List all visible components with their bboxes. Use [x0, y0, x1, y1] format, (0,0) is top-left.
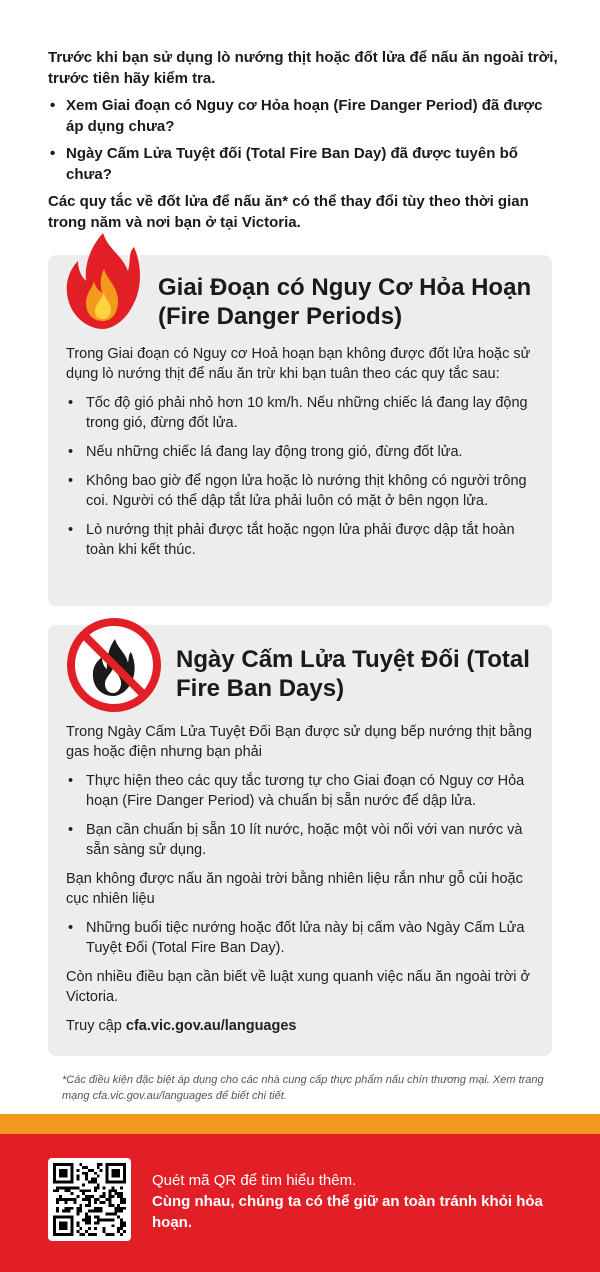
total-fire-ban-heading: Ngày Cấm Lửa Tuyệt Đối (Total Fire Ban Days): [176, 646, 530, 702]
accent-stripe: [0, 1114, 600, 1134]
visit-label: Truy cập: [66, 1018, 122, 1034]
fire-danger-rules: [66, 393, 536, 560]
intro-bullet: • Ngày Cấm Lửa Tuyệt đối (Total Fire Ban Day) đã được tuyên bố chưa?: [48, 143, 560, 185]
footer-tagline: Cùng nhau, chúng ta có thể giữ an toàn tránh khỏi hỏa hoạn.: [152, 1193, 543, 1231]
total-fire-ban-rules: [66, 771, 536, 860]
no-fire-icon: [66, 617, 162, 713]
list-item: • Bạn cần chuẩn bị sẵn 10 lít nước, hoặc một vòi nối với van nước và sẵn sàng sử dụng.: [66, 820, 536, 860]
intro-section: [48, 47, 560, 239]
fire-danger-heading: Giai Đoạn có Nguy Cơ Hỏa Hoạn (Fire Danger Periods): [158, 274, 532, 330]
list-item: • Những buổi tiệc nướng hoặc đốt lửa này bị cấm vào Ngày Cấm Lửa Tuyệt Đối (Total Fire Ban Day).: [66, 918, 536, 958]
flame-icon: [64, 231, 142, 331]
qr-code-icon: [53, 1163, 126, 1236]
list-item: • Thực hiện theo các quy tắc tương tự cho Giai đoạn có Nguy cơ Hỏa hoạn (Fire Danger Period) và chuẩn bị sẵn nước để dập lửa.: [66, 771, 536, 811]
fire-danger-intro: Trong Giai đoạn có Nguy cơ Hoả hoạn bạn không được đốt lửa hoặc sử dụng lò nướng thịt để nấu ăn trừ khi bạn tuân theo các quy tắc sau:: [66, 346, 531, 382]
intro-closing: Các quy tắc về đốt lửa để nấu ăn* có thể thay đổi tùy theo thời gian trong năm và nơi bạn ở tại Victoria.: [48, 193, 529, 231]
list-item: • Nếu những chiếc lá đang lay động trong gió, đừng đốt lửa.: [66, 442, 536, 462]
solid-fuel-note: Bạn không được nấu ăn ngoài trời bằng nhiên liệu rắn như gỗ củi hoặc cục nhiên liệu: [66, 871, 523, 907]
scan-qr-text: Quét mã QR để tìm hiểu thêm.: [152, 1172, 357, 1189]
footer-cta: [152, 1170, 552, 1233]
total-fire-ban-intro: Trong Ngày Cấm Lửa Tuyệt Đối Bạn được sử dụng bếp nướng thịt bằng gas hoặc điện nhưng bạn phải: [66, 724, 532, 760]
intro-bullet: • Xem Giai đoạn có Nguy cơ Hỏa hoạn (Fire Danger Period) đã được áp dụng chưa?: [48, 95, 560, 137]
total-fire-ban-body: [66, 722, 536, 1045]
list-item: • Không bao giờ để ngọn lửa hoặc lò nướng thịt không có người trông coi. Người có thể dập tắt lửa phải luôn có mặt ở bên ngọn lửa.: [66, 471, 536, 511]
ban-rules: [66, 918, 536, 958]
list-item: • Lò nướng thịt phải được tắt hoặc ngọn lửa phải được dập tắt hoàn toàn khi kết thúc.: [66, 520, 536, 560]
fire-danger-body: [66, 344, 536, 569]
intro-lead: Trước khi bạn sử dụng lò nướng thịt hoặc đốt lửa để nấu ăn ngoài trời, trước tiên hãy kiểm tra.: [48, 49, 558, 87]
list-item: • Tốc độ gió phải nhỏ hơn 10 km/h. Nếu những chiếc lá đang lay động trong gió, đừng đốt lửa.: [66, 393, 536, 433]
qr-code[interactable]: [48, 1158, 131, 1241]
fire-danger-panel: [48, 255, 552, 606]
visit-link[interactable]: cfa.vic.gov.au/languages: [125, 1018, 297, 1034]
visit-line: [66, 1016, 536, 1036]
more-info-text: Còn nhiều điều bạn cần biết về luật xung quanh việc nấu ăn ngoài trời ở Victoria.: [66, 969, 531, 1005]
footnote: *Các điều kiện đặc biệt áp dụng cho các nhà cung cấp thực phẩm nấu chín thương mại. Xem trang mạng cfa.vic.gov.au/languages để biết chi tiết.: [62, 1074, 544, 1102]
intro-checklist: [48, 95, 560, 185]
total-fire-ban-panel: [48, 625, 552, 1056]
